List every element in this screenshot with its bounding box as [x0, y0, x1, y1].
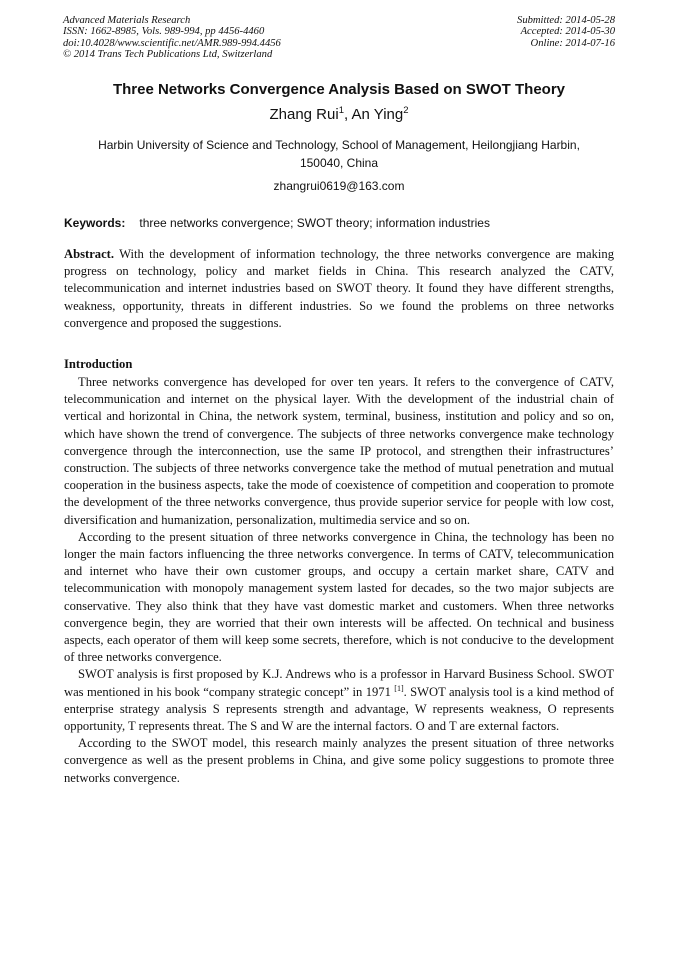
abstract-label: Abstract. — [64, 247, 115, 261]
publication-dates — [517, 15, 615, 49]
abstract — [64, 246, 614, 332]
citation: [1] — [394, 683, 404, 693]
section-heading: Introduction — [64, 357, 133, 371]
journal-doi: doi:10.4028/www.scientific.net/AMR.989-994.4456 — [63, 37, 281, 49]
paper-title: Three Networks Convergence Analysis Based on SWOT Theory — [112, 81, 566, 98]
paragraph-text: . SWOT analysis tool is a kind method of enterprise strategy analysis S represents strength and advantage, W represents weakness, O represents opportunity, T represents threat. The S and W are the internal factors. O and T are external factors. — [64, 684, 614, 734]
affiliation: Harbin University of Science and Technology, School of Management, Heilongjiang Harbin, 150040, China — [98, 138, 580, 170]
paragraph: Three networks convergence has developed for over ten years. It refers to the convergence of CATV, telecommunication and internet on the physical layer. With the development of the industrial chain of vertical and horizontal in China, the network system, terminal, business, institution and policy and so on, which have shown the trend of convergence. The subjects of three networks convergence make technology convergence through the interconnection, use the same IP protocol, and strengthen their infrastructures’ construction. The subjects of three networks convergence take the method of mutual penetration and mutual cooperation in the business aspects, take the mode of coexistence of competition and cooperation to promote the development of the three networks convergence, thus provide superior service for people with low cost, diversification and humanization, personalization, multimedia service and so on. — [64, 375, 614, 527]
journal-copyright: © 2014 Trans Tech Publications Ltd, Switzerland — [63, 49, 273, 61]
author-affiliation-mark: 2 — [403, 105, 409, 116]
paragraph — [64, 666, 614, 735]
journal-issn: ISSN: 1662-8985, Vols. 989-994, pp 4456-4460 — [63, 26, 265, 38]
author-line — [0, 106, 678, 123]
accepted-date: Accepted: 2014-05-30 — [520, 26, 615, 38]
keywords-label: Keywords: — [64, 216, 126, 230]
author-email: zhangrui0619@163.com — [273, 179, 405, 193]
keywords — [64, 216, 490, 230]
keywords-text: three networks convergence; SWOT theory; information industries — [139, 216, 490, 230]
submitted-date: Submitted: 2014-05-28 — [517, 15, 615, 26]
journal-info — [63, 15, 281, 61]
abstract-text: With the development of information technology, the three networks convergence are making progress on technology, policy and market fields in China. This research analyzed the CATV, telecommunication and internet industries based on SWOT theory. It found they have different strengths, weakness, opportunity, threats in different industries. So we found the problems on three networks convergence and proposed the suggestions. — [64, 247, 614, 330]
paragraph-text: SWOT analysis is first proposed by K.J. Andrews who is a professor in Harvard Business School. SWOT was mentioned in his book “company strategic concept” in 1971 — [64, 667, 614, 699]
author-name: Zhang Rui — [269, 106, 339, 123]
author-separator: , — [343, 106, 352, 123]
journal-name: Advanced Materials Research — [63, 15, 191, 26]
author-affiliation-mark: 1 — [338, 105, 344, 116]
introduction-body — [64, 374, 614, 787]
paragraph: According to the SWOT model, this research mainly analyzes the present situation of three networks convergence as well as the present problems in China, and give some policy suggestions to promote three networks convergence. — [64, 736, 614, 785]
author-name: An Ying — [351, 106, 404, 123]
paragraph: According to the present situation of three networks convergence in China, the technology has been no longer the main factors influencing the three networks convergence. In terms of CATV, telecommunication and internet who have their own customer groups, and occupy a certain market share, CATV and telecommunication with monopoly management system lasted for decades, so the two major subjects are conservative. They also think that they have vast domestic market and customers. When three networks convergence begin, they are worried that their own interests will be affected. On technical and business aspects, each operator of them will keep some secrets, therefore, which is not conducive to the development of three networks convergence. — [64, 529, 614, 665]
online-date: Online: 2014-07-16 — [530, 37, 615, 49]
